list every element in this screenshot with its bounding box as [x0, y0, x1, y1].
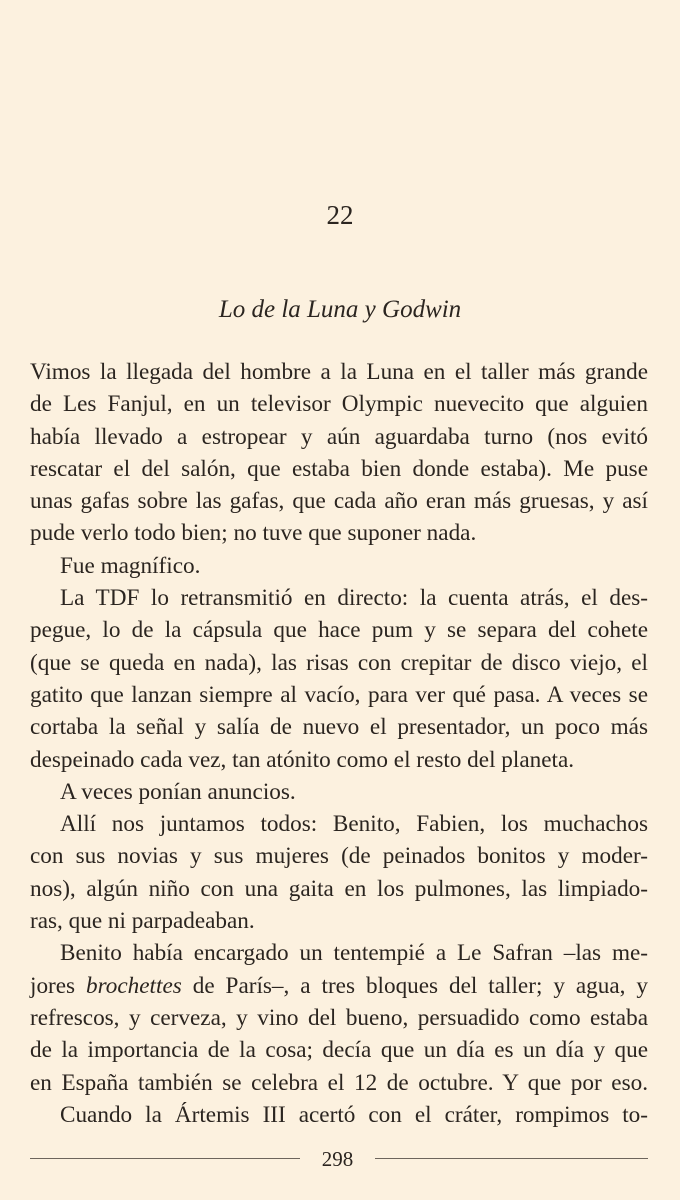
text-line: Fue magnífico.: [60, 552, 201, 579]
text-line: Allí nos juntamos todos: Benito, Fabien, los muchachos: [60, 811, 648, 838]
text-fragment: jores: [30, 972, 76, 999]
text-fragment: de París–, a tres bloques del taller; y agua, y: [192, 972, 648, 999]
text-line: cortaba la señal y salía de nuevo el presentador, un poco más: [30, 714, 648, 741]
text-line: Cuando la Ártemis III acertó con el cráter, rompimos to-: [60, 1101, 648, 1128]
text-line: había llevado a estropear y aún aguardaba turno (nos evitó: [30, 423, 648, 450]
chapter-title: Lo de la Luna y Godwin: [218, 296, 462, 323]
text-line: nos), algún niño con una gaita en los pulmones, las limpiado-: [30, 875, 648, 902]
text-line-mixed: [30, 970, 648, 1002]
text-line: pegue, lo de la cápsula que hace pum y se separa del cohete: [30, 617, 648, 644]
page-footer: [0, 1142, 680, 1176]
text-line: despeinado cada vez, tan atónito como el resto del planeta.: [30, 746, 575, 773]
text-line: Benito había encargado un tentempié a Le Safran –las me-: [60, 940, 648, 967]
body-text: [30, 356, 648, 1131]
text-line: ras, que ni parpadeaban.: [30, 908, 255, 935]
text-line: A veces ponían anuncios.: [60, 778, 296, 805]
text-line: Vimos la llegada del hombre a la Luna en el taller más grande: [30, 359, 648, 385]
footer-rule-left: [30, 1158, 300, 1159]
chapter-number: 22: [326, 200, 354, 230]
text-line: rescatar el del salón, que estaba bien donde estaba). Me puse: [30, 455, 648, 482]
page-number: 298: [321, 1147, 354, 1171]
text-line: con sus novias y sus mujeres (de peinados bonitos y moder-: [30, 843, 648, 870]
text-line: pude verlo todo bien; no tuve que suponer nada.: [30, 520, 477, 547]
text-line: de la importancia de la cosa; decía que un día es un día y que: [30, 1037, 648, 1064]
italic-term: brochettes: [86, 972, 182, 999]
text-line: refrescos, y cerveza, y vino del bueno, persuadido como estaba: [30, 1004, 648, 1031]
text-line: gatito que lanzan siempre al vacío, para ver qué pasa. A veces se: [30, 681, 648, 708]
footer-rule-right: [375, 1158, 648, 1159]
text-line: en España también se celebra el 12 de octubre. Y que por eso.: [30, 1069, 648, 1096]
text-line: de Les Fanjul, en un televisor Olympic nuevecito que alguien: [30, 391, 648, 418]
text-line: (que se queda en nada), las risas con crepitar de disco viejo, el: [30, 649, 648, 676]
text-line: La TDF lo retransmitió en directo: la cuenta atrás, el des-: [60, 585, 648, 612]
text-line: unas gafas sobre las gafas, que cada año eran más gruesas, y así: [30, 488, 648, 515]
